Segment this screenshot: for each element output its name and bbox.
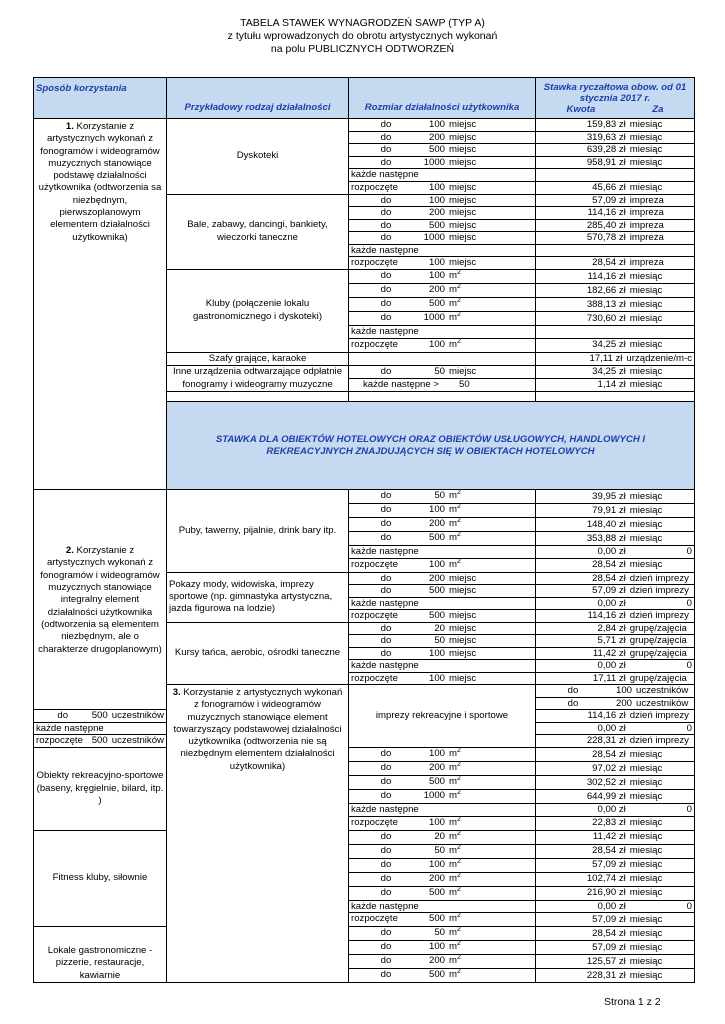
table-row: każde następne 0,00 zł 0 [34, 546, 695, 559]
table-row: Inne urządzenia odtwarzające odpłatnie do 50 miejsc 34,25 zł miesiąc [34, 366, 695, 379]
activity-fitness: Fitness kluby, siłownie [34, 830, 167, 927]
section-1-text: Korzystanie z artystycznych wykonań z fonogramów i wideogramów muzycznych stanowiące podstawę działalności użytkownika (odtworzenia sa niezbędnym, pierwszoplanowym elementem działalności użytkownika) [38, 121, 162, 243]
activity-kluby: Kluby (połączenie lokalu gastronomicznego i dyskoteki) [167, 270, 349, 353]
page-number: Strona 1 z 2 [604, 996, 661, 1008]
table-row: do 100 miejsc 11,42 zł grupę/zajęcia [34, 647, 695, 660]
table-row: fonogramy i wideogramy muzyczne każde następne > 50 1,14 zł miesiąc [34, 379, 695, 392]
table-row: do 500 miejsc 57,09 zł dzień imprezy [34, 585, 695, 598]
table-row: każde następne 0,00 zł 0 [34, 597, 695, 610]
section-2-description [34, 490, 167, 710]
table-row: każde następne 0,00 zł 0 [34, 660, 695, 673]
table-row: do 200 $m^2$ 125,57 zł miesiąc [34, 955, 695, 969]
rates-table-frame [33, 77, 694, 981]
section-3-number: 3. [172, 687, 181, 698]
document-subtitle: z tytułu wprowadzonych do obrotu artystycznych wykonań [227, 30, 498, 42]
table-row: do 200 $m^2$ 182,66 zł miesiąc [34, 284, 695, 298]
table-row: rozpoczęte 500 uczestników 228,31 zł dzień imprezy [34, 735, 695, 748]
table-row: rozpoczęte 100 $m^2$ 28,54 zł miesiąc [34, 558, 695, 572]
table-row: do 500 $m^2$ 302,52 zł miesiąc [34, 776, 695, 790]
table-row: Kursy tańca, aerobic, ośrodki taneczne do 20 miejsc 2,84 zł grupę/zajęcia [34, 622, 695, 635]
activity-bale: Bale, zabawy, dancingi, bankiety, wieczorki taneczne [167, 194, 349, 270]
table-row: do 100 $m^2$ 57,09 zł miesiąc [34, 941, 695, 955]
activity-kursy: Kursy tańca, aerobic, ośrodki taneczne [167, 622, 349, 685]
table-row: rozpoczęte 100 miejsc 45,66 zł miesiąc [34, 181, 695, 194]
table-row: Bale, zabawy, dancingi, bankiety, wieczorki taneczne do 100 miejsc 57,09 zł impreza [34, 194, 695, 207]
table-row: każde następne 0,00 zł 0 [34, 900, 695, 913]
table-row: Pokazy mody, widowiska, imprezy sportowe (np. gimnastyka artystyczna, jazda figurowa na lodzie) do 200 miejsc 28,54 zł dzień imprezy [34, 572, 695, 585]
document-subtitle-2: na polu PUBLICZNYCH ODTWORZEŃ [270, 43, 455, 55]
section-3-description [167, 685, 349, 983]
activity-inne-2: fonogramy i wideogramy muzyczne [167, 379, 349, 392]
header-kwota: Kwota [566, 104, 596, 115]
table-row: do 200 $m^2$ 102,74 zł miesiąc [34, 872, 695, 886]
table-row: 1. Korzystanie z artystycznych wykonań z fonogramów i wideogramów muzycznych stanowiące podstawę działalności użytkownika (odtworzenia sa niezbędnym, pierwszoplanowym elementem działalności użytkownika) Dyskoteki do 100 miejsc 159,83 zł miesiąc [34, 119, 695, 132]
section-1-number: 1. [65, 121, 74, 132]
table-row: do 500 miejsc 639,28 zł miesiąc [34, 144, 695, 157]
table-row: do 100 $m^2$ 79,91 zł miesiąc [34, 504, 695, 518]
table-row: do 200 miejsc 319,63 zł miesiąc [34, 131, 695, 144]
table-row: Kluby (połączenie lokalu gastronomicznego i dyskoteki) do 100 $m^2$ 114,16 zł miesiąc [34, 270, 695, 284]
table-row: rozpoczęte 500 $m^2$ 57,09 zł miesiąc [34, 913, 695, 927]
header-rate-line2: stycznia 2017 r. [579, 93, 651, 104]
table-row: do 1000 miejsc 570,78 zł impreza [34, 232, 695, 245]
table-row: do 500 $m^2$ 216,90 zł miesiąc [34, 886, 695, 900]
table-row: do 100 $m^2$ 57,09 zł miesiąc [34, 858, 695, 872]
table-row: do 500 $m^2$ 228,31 zł miesiąc [34, 969, 695, 983]
header-za: Za [652, 104, 664, 115]
header-rate [536, 78, 695, 119]
table-row: 3. Korzystanie z artystycznych wykonań z fonogramów i wideogramów muzycznych stanowiące element towarzyszący podstawowej działalności użytkownika (odtworzenia nie są niezbędnym elementem działalności użytkownika) imprezy rekreacyjne i sportowe do 100 uczestników [34, 685, 695, 698]
table-row: każde następne 0,00 zł 0 [34, 722, 695, 735]
table-row: rozpoczęte 100 $m^2$ 34,25 zł miesiąc [34, 338, 695, 352]
table-row: Szafy grające, karaoke 17,11 zł urządzenie/m-c [34, 352, 695, 366]
activity-lokale: Lokale gastronomiczne - pizzerie, restauracje, kawiarnie [34, 927, 167, 983]
table-row: do 1000 $m^2$ 644,99 zł miesiąc [34, 790, 695, 804]
document-title: TABELA STAWEK WYNAGRODZEŃ SAWP (TYP A) [240, 17, 485, 29]
table-row: do 500 $m^2$ 353,88 zł miesiąc [34, 532, 695, 546]
table-row: do 200 miejsc 114,16 zł impreza [34, 207, 695, 220]
section-1-description [34, 119, 167, 490]
table-row: rozpoczęte 100 miejsc 28,54 zł impreza [34, 257, 695, 270]
table-row: do 200 $m^2$ 97,02 zł miesiąc [34, 762, 695, 776]
section-2-text: Korzystanie z artystycznych wykonań z fonogramów i wideogramów muzycznych stanowiące integralny element działalności użytkownika (odtworzenia są elementem niezbędnym, ale o charakterze drugoplanowym) [38, 545, 162, 655]
header-usage: Sposób korzystania [34, 78, 167, 119]
table-row: Lokale gastronomiczne - pizzerie, restauracje, kawiarnie do 50 $m^2$ 28,54 zł miesiąc [34, 927, 695, 941]
table-row: do 1000 $m^2$ 730,60 zł miesiąc [34, 312, 695, 326]
table-row: rozpoczęte 500 miejsc 114,16 zł dzień imprezy [34, 610, 695, 623]
activity-puby: Puby, tawerny, pijalnie, drink bary itp. [167, 490, 349, 573]
activity-obiekty: Obiekty rekreacyjno-sportowe (baseny, kręgielnie, bilard, itp. ) [34, 748, 167, 831]
table-row: każde następne 0,00 zł 0 [34, 804, 695, 817]
activity-imprezy: imprezy rekreacyjne i sportowe [349, 685, 536, 748]
activity-szafy: Szafy grające, karaoke [167, 352, 349, 366]
activity-inne-1: Inne urządzenia odtwarzające odpłatnie [167, 366, 349, 379]
table-row: rozpoczęte 100 miejsc 17,11 zł grupę/zajęcia [34, 672, 695, 685]
table-row: każde następne [34, 326, 695, 339]
activity-pokazy: Pokazy mody, widowiska, imprezy sportowe (np. gimnastyka artystyczna, jazda figurowa na lodzie) [167, 572, 349, 622]
table-row: do 200 uczestników [34, 697, 695, 710]
header-activity: Przykładowy rodzaj działalności [167, 78, 349, 119]
table-row: każde następne [34, 244, 695, 257]
table-row: do 50 $m^2$ 28,54 zł miesiąc [34, 844, 695, 858]
table-row: 2. Korzystanie z artystycznych wykonań z fonogramów i wideogramów muzycznych stanowiące integralny element działalności użytkownika (odtworzenia są elementem niezbędnym, ale o charakterze drugoplanowym) Puby, tawerny, pijalnie, drink bary itp. do 50 $m^2$ 39,95 zł miesiąc [34, 490, 695, 504]
section-3-text: Korzystanie z artystycznych wykonań z fonogramów i wideogramów muzycznych stanowiące element towarzyszący podstawowej działalności użytkownika (odtworzenia nie są niezbędnym elementem działalności użytkownika) [173, 687, 343, 772]
table-row: do 50 miejsc 5,71 zł grupę/zajęcia [34, 635, 695, 648]
activity-dyskoteki: Dyskoteki [167, 119, 349, 195]
header-size: Rozmiar działalności użytkownika [349, 78, 536, 119]
hotel-section-title: STAWKA DLA OBIEKTÓW HOTELOWYCH ORAZ OBIEKTÓW USŁUGOWYCH, HANDLOWYCH I REKREACYJNYCH ZNAJDUJĄCYCH SIĘ W OBIEKTACH HOTELOWYCH [167, 402, 695, 490]
table-row: Fitness kluby, siłownie do 20 $m^2$ 11,42 zł miesiąc [34, 830, 695, 844]
header-rate-line1: Stawka ryczałtowa obow. od 01 [543, 82, 687, 93]
table-row: do 1000 miejsc 958,91 zł miesiąc [34, 156, 695, 169]
rates-table [33, 77, 695, 983]
table-row: rozpoczęte 100 $m^2$ 22,83 zł miesiąc [34, 816, 695, 830]
table-row: do 500 miejsc 285,40 zł impreza [34, 219, 695, 232]
table-row: Obiekty rekreacyjno-sportowe (baseny, kręgielnie, bilard, itp. ) do 100 $m^2$ 28,54 zł miesiąc [34, 748, 695, 762]
table-row: do 500 uczestników 114,16 zł dzień imprezy [34, 710, 695, 723]
section-2-number: 2. [65, 545, 74, 557]
table-row: do 500 $m^2$ 388,13 zł miesiąc [34, 298, 695, 312]
table-header-row [34, 78, 695, 119]
table-row: do 200 $m^2$ 148,40 zł miesiąc [34, 518, 695, 532]
table-row: każde następne [34, 169, 695, 182]
